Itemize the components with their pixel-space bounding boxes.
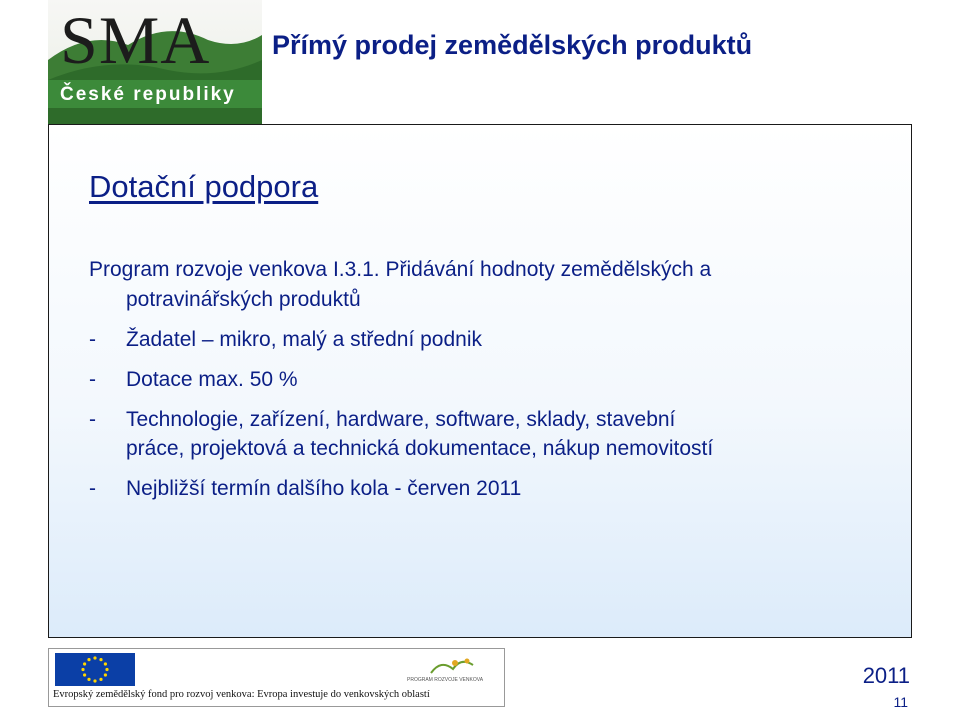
content-panel [48, 124, 912, 638]
bullet-dash: - [89, 408, 96, 431]
list-item [49, 474, 909, 504]
bullet-text: Technologie, zařízení, hardware, software, sklady, stavební [126, 408, 676, 431]
bullet-text: Dotace max. 50 % [126, 368, 298, 391]
footer-caption: Evropský zemědělský fond pro rozvoj venkova: Evropa investuje do venkovských oblastí [53, 689, 430, 700]
logo-wordmark: SMA [60, 2, 211, 78]
section-heading: Dotační podpora [89, 169, 319, 204]
footer-year: 2011 [862, 663, 910, 688]
list-item [49, 325, 909, 355]
page-title: Přímý prodej zemědělských produktů [272, 30, 753, 60]
program-line-1: Program rozvoje venkova I.3.1. Přidávání hodnoty zemědělských a [89, 258, 712, 281]
sma-logo [48, 0, 262, 126]
bullet-text-continued: práce, projektová a technická dokumentace, nákup nemovitostí [126, 437, 714, 460]
program-line-2: potravinářských produktů [126, 288, 361, 311]
footer-eu-banner [48, 648, 505, 707]
list-item [49, 405, 909, 465]
bullet-dash: - [89, 368, 96, 391]
program-logo-text: PROGRAM ROZVOJE VENKOVA [407, 677, 484, 683]
logo-subtitle: České republiky [60, 84, 236, 105]
list-item [49, 365, 909, 395]
bullet-dash: - [89, 477, 96, 500]
program-logo-icon [401, 655, 497, 685]
page-number: 11 [893, 694, 908, 710]
bullet-dash: - [89, 328, 96, 351]
bullet-text: Žadatel – mikro, malý a střední podnik [126, 328, 482, 351]
bullet-text: Nejbližší termín dalšího kola - červen 2011 [126, 477, 522, 500]
eu-flag-icon [55, 653, 135, 686]
